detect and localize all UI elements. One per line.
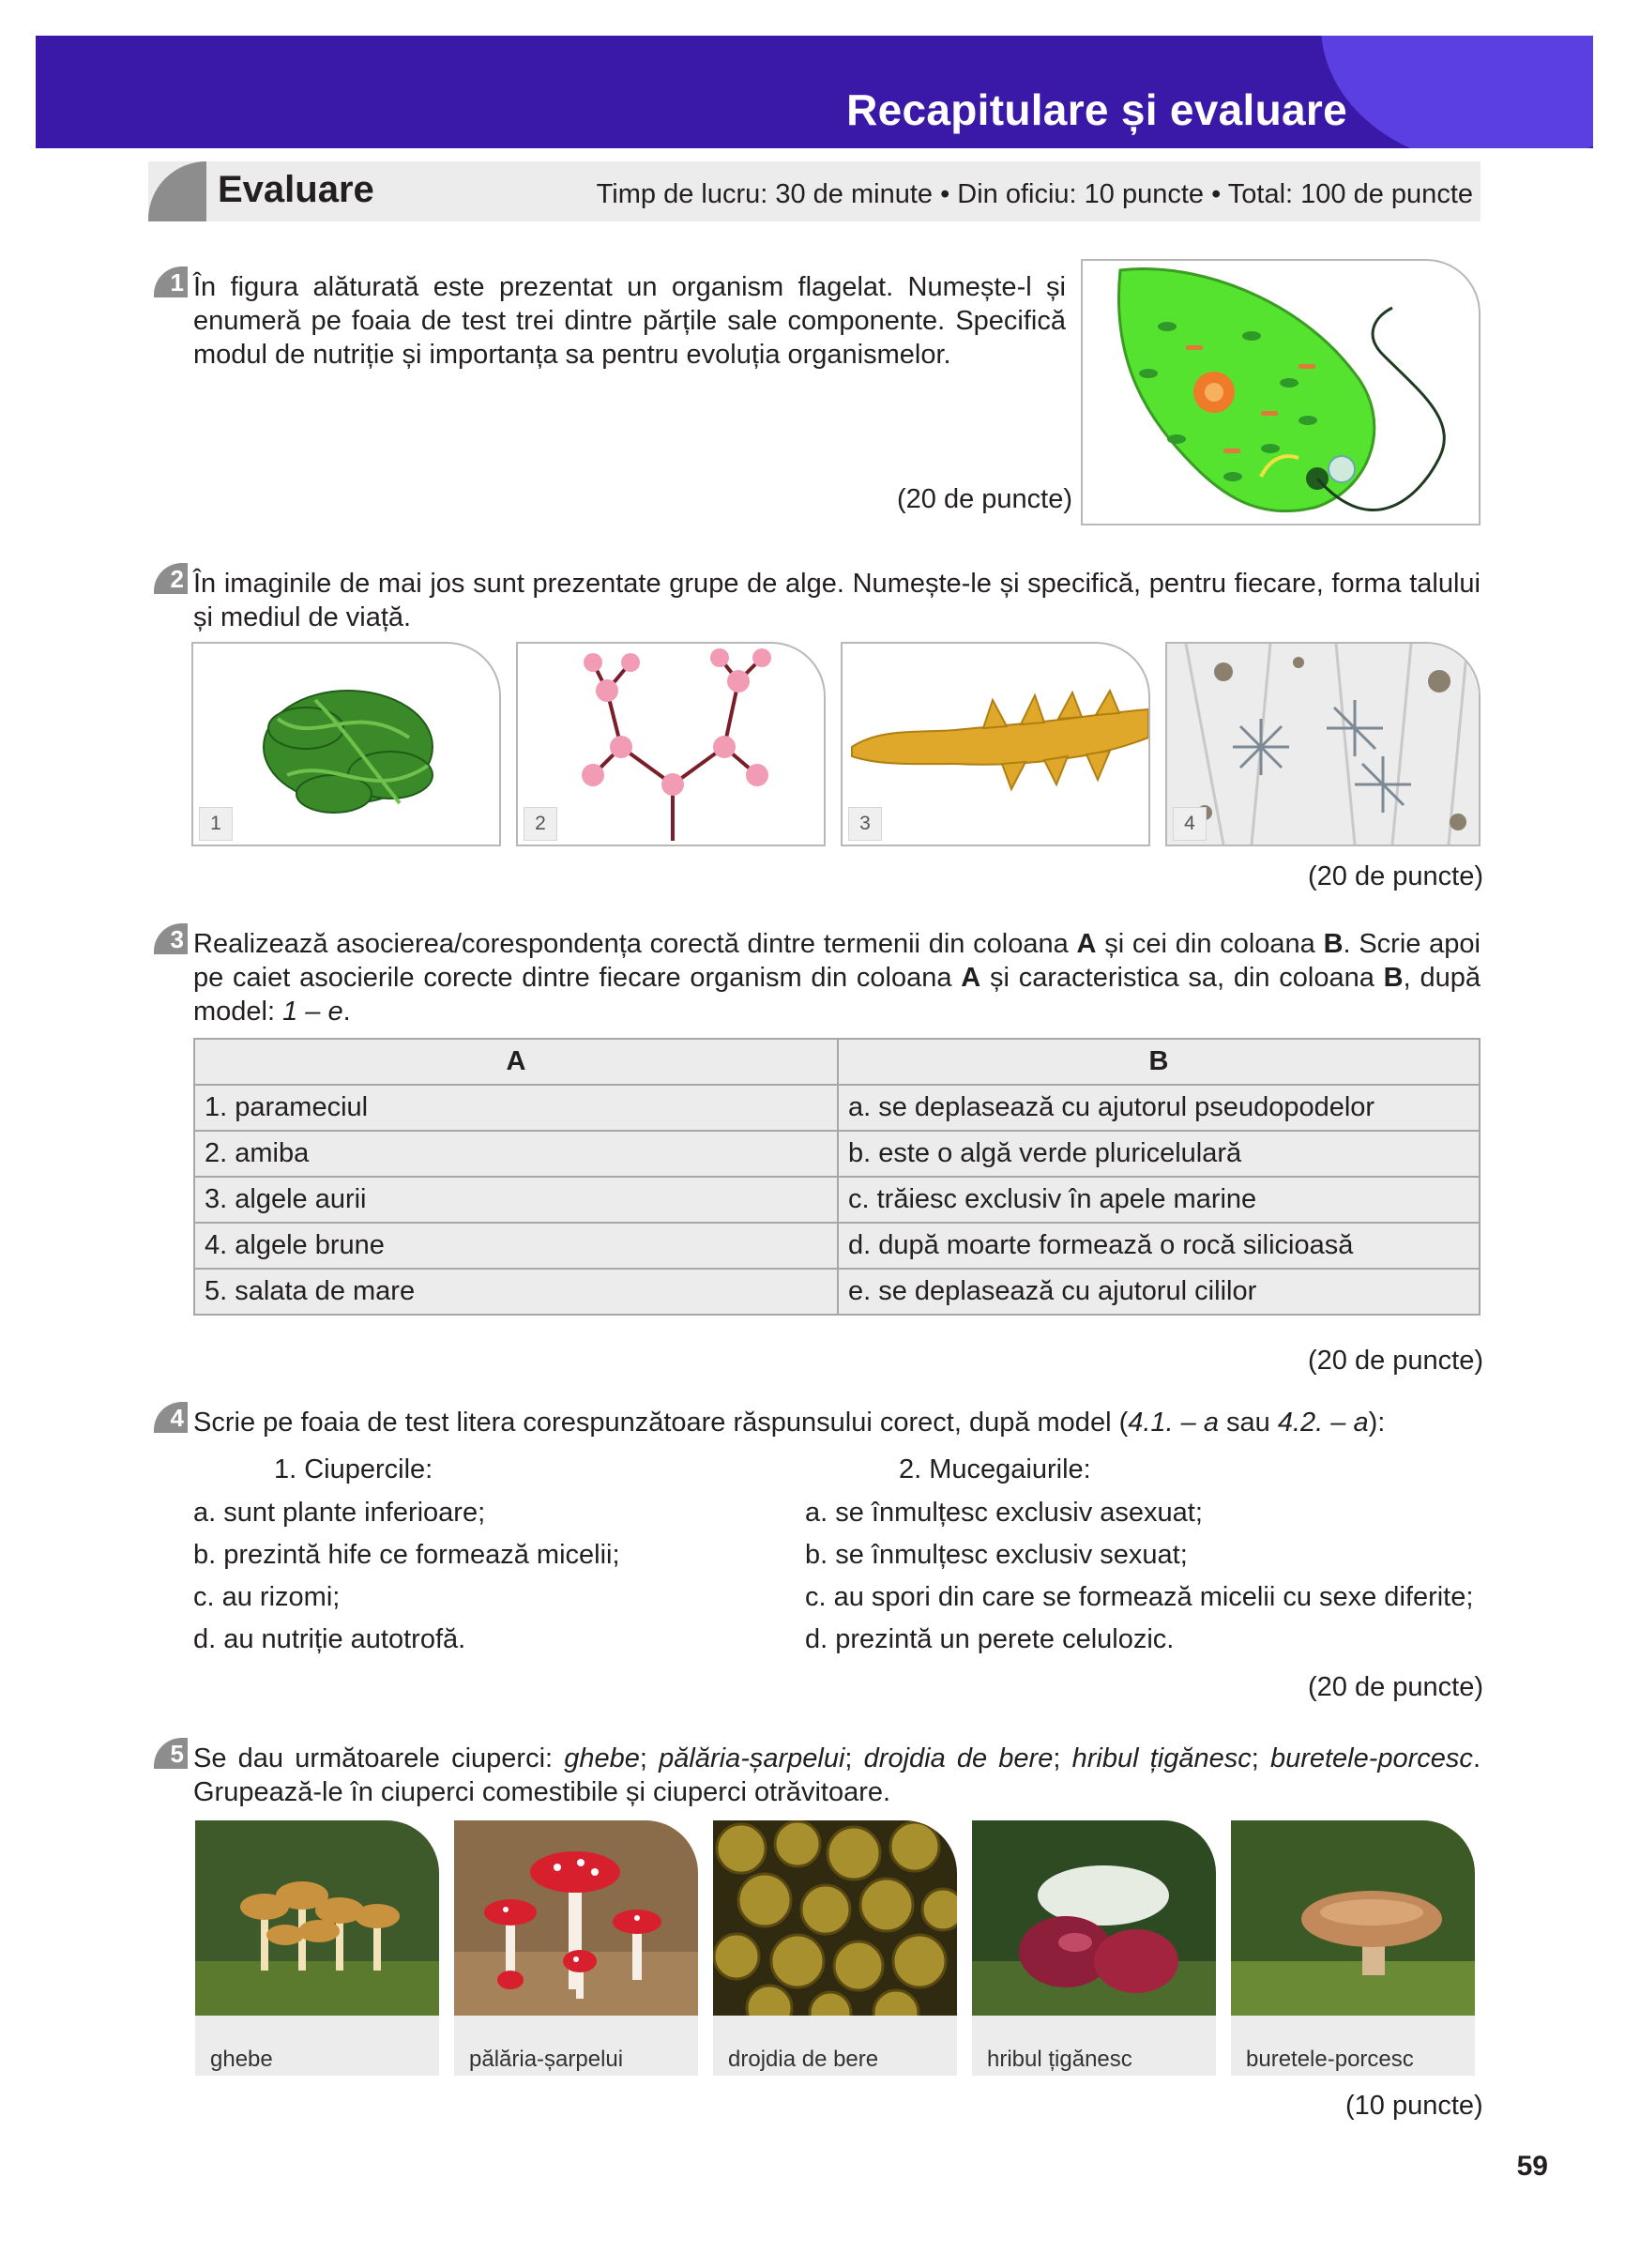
ghebe-photo bbox=[195, 1820, 439, 2016]
section-tab-shape bbox=[148, 161, 206, 221]
cell-b: b. este o algă verde pluricelulară bbox=[838, 1131, 1480, 1177]
euglena-drawing bbox=[1083, 261, 1479, 524]
question-text: Scrie pe foaia de test litera corespunzătoare răspunsului corect, după model (4.1. – a sau 4.2. – a): bbox=[193, 1408, 1386, 1438]
question-number: 5 bbox=[154, 1738, 188, 1769]
question-points: (20 de puncte) bbox=[897, 484, 1073, 514]
cell-a: 4. algele brune bbox=[194, 1223, 838, 1269]
brown-alga-drawing bbox=[843, 644, 1148, 845]
alga-image-2 bbox=[516, 642, 826, 846]
column-header-b: B bbox=[838, 1039, 1480, 1085]
mushroom-caption: pălăria-șarpelui bbox=[469, 2047, 624, 2072]
image-number: 2 bbox=[524, 807, 557, 841]
hribul-tiganesc-photo bbox=[972, 1820, 1216, 2016]
answer-option: a. se înmulțesc exclusiv asexuat; bbox=[805, 1498, 1203, 1528]
mushroom-card-buretele-porcesc bbox=[1231, 1820, 1475, 2076]
table-row bbox=[194, 1223, 1480, 1269]
page-number: 59 bbox=[1516, 2151, 1548, 2182]
drojdia-de-bere-photo bbox=[713, 1820, 957, 2016]
question-number: 2 bbox=[154, 563, 188, 594]
banner-accent-shape bbox=[1321, 36, 1593, 148]
answer-option: c. au spori din care se formează micelii cu sexe diferite; bbox=[805, 1582, 1474, 1612]
buretele-porcesc-photo bbox=[1231, 1820, 1475, 2016]
alga-image-1 bbox=[191, 642, 501, 846]
answer-option: d. au nutriție autotrofă. bbox=[193, 1624, 466, 1654]
question-points: (20 de puncte) bbox=[1308, 861, 1484, 891]
mushroom-caption: hribul țigănesc bbox=[987, 2047, 1132, 2072]
cell-a: 3. algele aurii bbox=[194, 1177, 838, 1223]
chapter-title: Recapitulare și evaluare bbox=[846, 85, 1347, 134]
palaria-sarpelui-photo bbox=[454, 1820, 698, 2016]
golden-alga-micrograph bbox=[1167, 644, 1479, 845]
association-table bbox=[193, 1038, 1481, 1316]
cell-b: e. se deplasează cu ajutorul cililor bbox=[838, 1269, 1480, 1315]
mushroom-card-ghebe bbox=[195, 1820, 439, 2076]
mushroom-caption: buretele-porcesc bbox=[1246, 2047, 1414, 2072]
mushroom-caption: ghebe bbox=[210, 2047, 273, 2072]
table-row bbox=[194, 1131, 1480, 1177]
question-number: 3 bbox=[154, 923, 188, 954]
cell-b: d. după moarte formează o rocă silicioasă bbox=[838, 1223, 1480, 1269]
column-header-a: A bbox=[194, 1039, 838, 1085]
image-number: 3 bbox=[848, 807, 882, 841]
table-row bbox=[194, 1085, 1480, 1131]
cell-a: 1. parameciul bbox=[194, 1085, 838, 1131]
mushroom-caption: drojdia de bere bbox=[728, 2047, 879, 2072]
cell-a: 2. amiba bbox=[194, 1131, 838, 1177]
subquestion-title: 1. Ciupercile: bbox=[274, 1454, 433, 1484]
answer-option: b. prezintă hife ce formează micelii; bbox=[193, 1540, 620, 1570]
answer-option: a. sunt plante inferioare; bbox=[193, 1498, 486, 1528]
question-points: (10 puncte) bbox=[1345, 2091, 1483, 2121]
question-number: 4 bbox=[154, 1402, 188, 1433]
alga-image-3 bbox=[841, 642, 1150, 846]
question-text: Se dau următoarele ciuperci: ghebe; pălăria-șarpelui; drojdia de bere; hribul țigănesc; buretele-porcesc. Grupează-le în ciuperci comestibile și ciuperci otrăvitoare. bbox=[193, 1743, 1481, 1807]
answer-option: d. prezintă un perete celulozic. bbox=[805, 1624, 1175, 1654]
cell-b: c. trăiesc exclusiv în apele marine bbox=[838, 1177, 1480, 1223]
subquestion-title: 2. Mucegaiurile: bbox=[899, 1454, 1091, 1484]
section-header bbox=[148, 161, 1481, 221]
green-alga-drawing bbox=[193, 644, 499, 845]
question-text: În figura alăturată este prezentat un organism flagelat. Numește-l și enumeră pe foaia de test trei dintre părțile sale componente. Specifică modul de nutriție și importanța sa pentru evoluția organismelor. bbox=[193, 272, 1066, 370]
section-meta: Timp de lucru: 30 de minute • Din oficiu: 10 puncte • Total: 100 de puncte bbox=[596, 179, 1473, 209]
table-header-row bbox=[194, 1039, 1480, 1085]
question-text: În imaginile de mai jos sunt prezentate grupe de alge. Numește-le și specifică, pentru fiecare, forma talului și mediul de viață. bbox=[193, 569, 1481, 632]
mushroom-card-palaria-sarpelui bbox=[454, 1820, 698, 2076]
header-banner bbox=[36, 36, 1593, 148]
image-number: 1 bbox=[199, 807, 233, 841]
red-alga-drawing bbox=[518, 644, 824, 845]
question-points: (20 de puncte) bbox=[1308, 1672, 1484, 1702]
table-row bbox=[194, 1177, 1480, 1223]
cell-a: 5. salata de mare bbox=[194, 1269, 838, 1315]
section-title: Evaluare bbox=[218, 169, 374, 210]
euglena-illustration bbox=[1081, 259, 1481, 525]
table-row bbox=[194, 1269, 1480, 1315]
question-text: Realizează asocierea/corespondența corectă dintre termenii din coloana A și cei din coloana B. Scrie apoi pe caiet asocierile corecte dintre fiecare organism din coloana A și caracteristica sa, din coloana B, după model: 1 – e. bbox=[193, 929, 1481, 1027]
cell-b: a. se deplasează cu ajutorul pseudopodelor bbox=[838, 1085, 1480, 1131]
question-points: (20 de puncte) bbox=[1308, 1346, 1484, 1376]
mushroom-card-drojdia-de-bere bbox=[713, 1820, 957, 2076]
question-number: 1 bbox=[154, 266, 188, 297]
mushroom-card-hribul-tiganesc bbox=[972, 1820, 1216, 2076]
image-number: 4 bbox=[1173, 807, 1207, 841]
alga-image-4 bbox=[1165, 642, 1481, 846]
answer-option: c. au rizomi; bbox=[193, 1582, 341, 1612]
answer-option: b. se înmulțesc exclusiv sexuat; bbox=[805, 1540, 1188, 1570]
